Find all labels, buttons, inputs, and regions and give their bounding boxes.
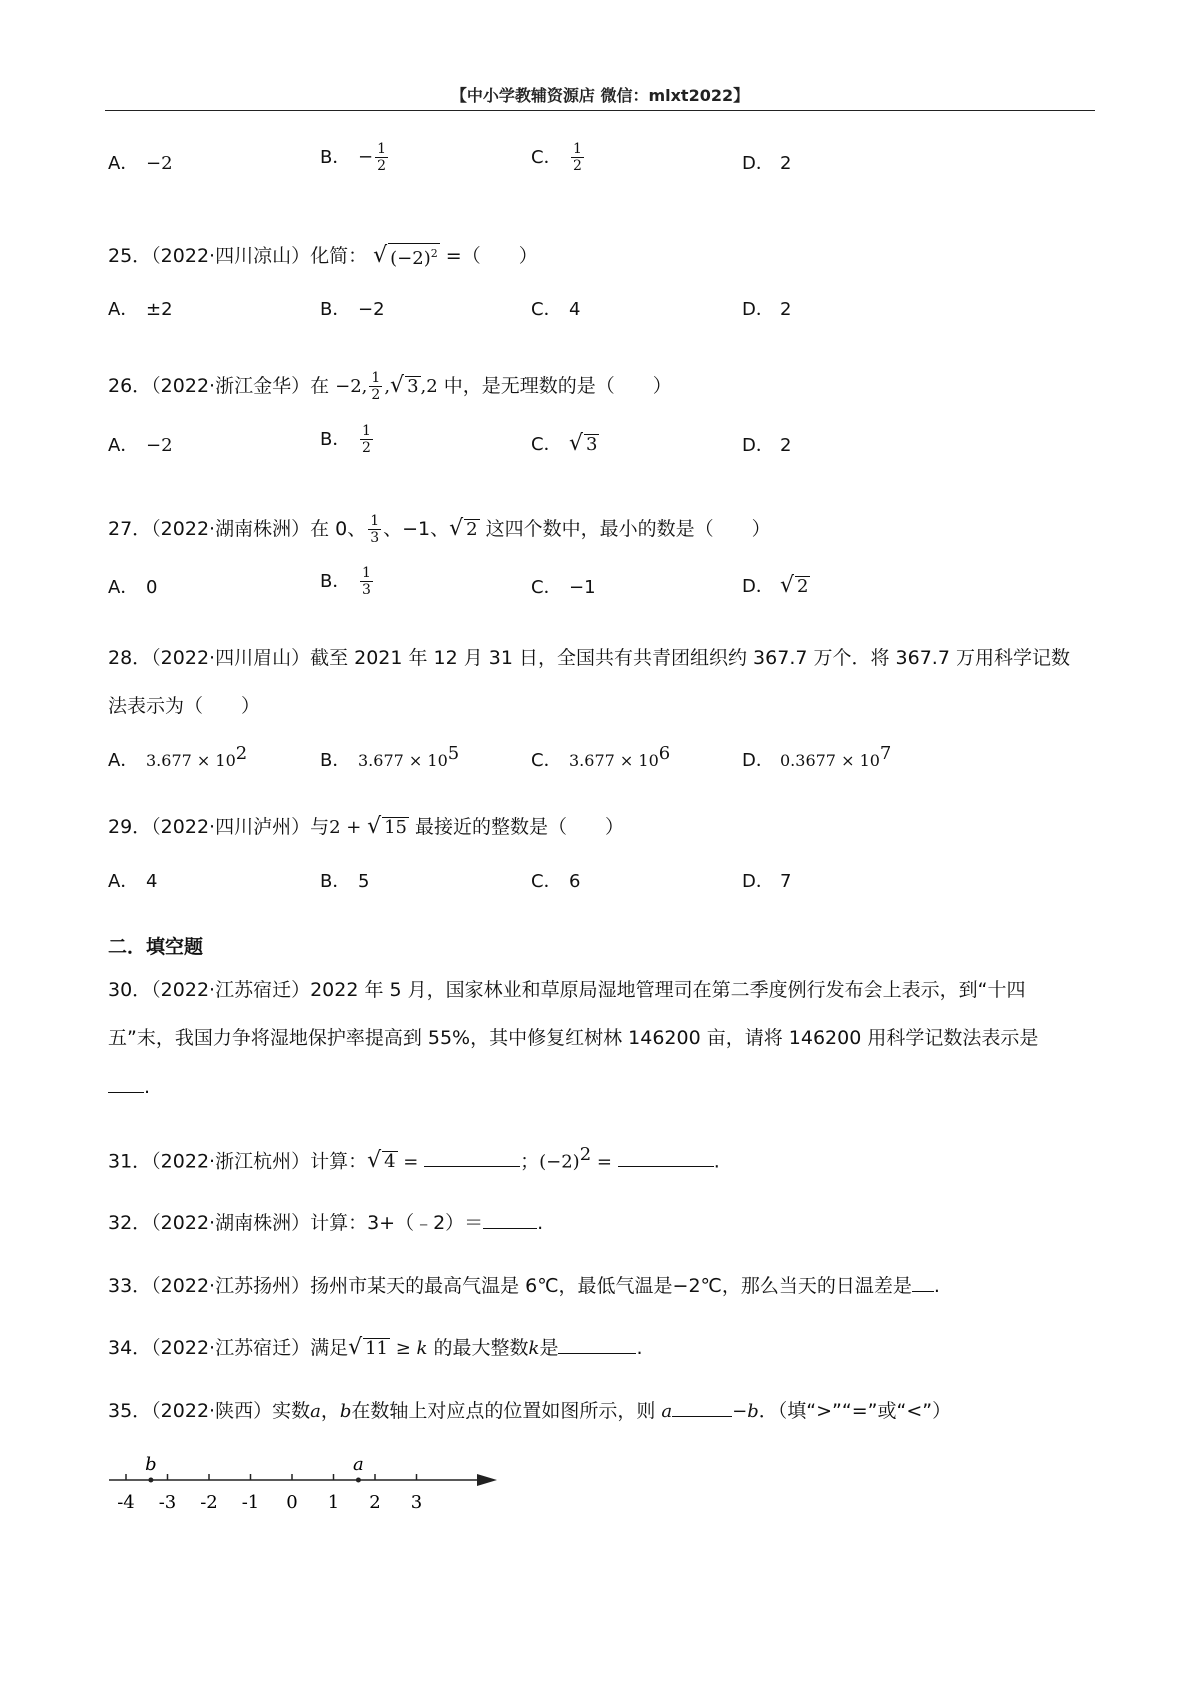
answer-blank[interactable]: [672, 1398, 732, 1417]
q29-option-d: D． 7: [742, 871, 792, 892]
q26-option-c: C． √ 3: [531, 431, 598, 456]
sqrt-expression: √ 11: [348, 1335, 389, 1360]
answer-blank[interactable]: [558, 1335, 636, 1354]
question-35: 35．（2022·陕西）实数a，b在数轴上对应点的位置如图所示，则 a −b．（填“>”“=”或“<”）: [108, 1400, 952, 1422]
sqrt-expression: √ 3: [390, 373, 419, 398]
fraction: $\frac{1}{2}$: [371, 370, 381, 403]
q24-option-d: D． 2: [742, 153, 792, 174]
question-34: 34．（2022·江苏宿迁）满足 √ 11 ≥ k 的最大整数k是 .: [108, 1335, 643, 1360]
answer-blank[interactable]: [424, 1148, 520, 1167]
q28-option-c: C． $3.677 \times 10^6$: [531, 743, 671, 771]
number-line-tick-label: 3: [410, 1492, 423, 1513]
point-b-label: b: [145, 1454, 157, 1475]
fraction: $\frac{1}{2}$: [377, 141, 387, 174]
answer-blank[interactable]: [483, 1210, 537, 1229]
q24-option-c: C． $\frac{1}{2}$: [531, 141, 582, 174]
sqrt-expression: √ 4: [367, 1148, 396, 1174]
q26-option-b: B． $\frac{1}{2}$: [320, 423, 371, 456]
number-line-tick-labels: [117, 1492, 422, 1513]
number-line-tick-label: 2: [369, 1492, 381, 1513]
number-line-tick-label: -4: [117, 1492, 135, 1513]
number-line-tick-label: 1: [327, 1492, 340, 1513]
q27-option-c: C． −1: [531, 577, 596, 598]
question-30-line-3: .: [108, 1074, 150, 1099]
sqrt-expression: √ 2: [449, 516, 478, 541]
point-a-label: a: [353, 1454, 364, 1475]
section-title-fill-in: 二．填空题: [108, 936, 204, 958]
q26-option-d: D． 2: [742, 435, 792, 456]
q26-option-a: A． −2: [108, 435, 173, 456]
q28-option-a: A． $3.677 \times 10^2$: [108, 743, 248, 771]
sqrt-expression: √ 3: [569, 431, 598, 456]
question-30-line-2: 五”末，我国力争将湿地保护率提高到 55%，其中修复红树林 146200 亩，请将 146200 用科学记数法表示是: [108, 1027, 1039, 1049]
question-27: 27．（2022·湖南株洲）在 0、 $\frac{1}{3}$ 、−1、 √ 2 这四个数中，最小的数是（ ）: [108, 513, 771, 546]
fraction: $\frac{1}{2}$: [362, 423, 371, 456]
sqrt-expression: √ 2: [780, 573, 809, 598]
q25-option-c: C． 4: [531, 299, 581, 320]
point-b-marker: [148, 1478, 153, 1483]
number-line-arrow: [477, 1474, 497, 1486]
question-29: 29．（2022·四川泸州）与2 + √ 15 最接近的整数是（ ）: [108, 814, 625, 839]
number-line-ticks: [126, 1474, 417, 1480]
q27-option-d: D． √ 2: [742, 573, 809, 598]
q25-option-a: A． ±2: [108, 299, 173, 320]
question-25: 25．（2022·四川凉山）化简： √ $(-2)^2$ =（ ）: [108, 243, 538, 269]
question-31: 31．（2022·浙江杭州）计算： √ 4 = ；$(-2)^2$ = .: [108, 1144, 720, 1174]
question-33: 33．（2022·江苏扬州）扬州市某天的最高气温是 6℃，最低气温是−2℃，那么当天的日温差是 .: [108, 1275, 940, 1297]
q25-option-b: B． −2: [320, 299, 385, 320]
q29-option-b: B． 5: [320, 871, 370, 892]
q25-option-d: D． 2: [742, 299, 792, 320]
answer-blank[interactable]: [108, 1074, 144, 1093]
sqrt-expression: √ $(-2)^2$: [373, 243, 438, 269]
question-28-line-1: 28．（2022·四川眉山）截至 2021 年 12 月 31 日，全国共有共青团组织约 367.7 万个．将 367.7 万用科学记数: [108, 647, 1070, 669]
question-32: 32．（2022·湖南株洲）计算：3+（﹣2）＝ .: [108, 1212, 544, 1234]
header-divider: [105, 110, 1095, 111]
answer-blank[interactable]: [912, 1273, 934, 1292]
fraction: $\frac{1}{2}$: [573, 141, 582, 174]
sqrt-expression: √ 15: [367, 814, 407, 839]
q24-option-a: A． −2: [108, 153, 173, 174]
q28-option-d: D． $0.3677 \times 10^7$: [742, 743, 892, 771]
number-line-tick-label: -3: [158, 1492, 177, 1513]
question-26: 26．（2022·浙江金华）在 −2, $\frac{1}{2}$ , √ 3 ,2 中，是无理数的是（ ）: [108, 370, 672, 403]
question-28-line-2: 法表示为（ ）: [108, 695, 261, 717]
number-line: [105, 1450, 505, 1520]
number-line-tick-label: -2: [200, 1492, 218, 1513]
fraction: $\frac{1}{3}$: [370, 513, 380, 546]
number-line-tick-label: -1: [241, 1492, 260, 1513]
page-header: 【中小学教辅资源店 微信：mlxt2022】: [450, 86, 750, 105]
q27-option-b: B． $\frac{1}{3}$: [320, 565, 371, 598]
q28-option-b: B． $3.677 \times 10^5$: [320, 743, 460, 771]
answer-blank[interactable]: [618, 1148, 714, 1167]
q27-option-a: A． 0: [108, 577, 158, 598]
fraction: $\frac{1}{3}$: [362, 565, 371, 598]
point-a-marker: [356, 1478, 361, 1483]
number-line-tick-label: 0: [286, 1492, 298, 1513]
question-30-line-1: 30．（2022·江苏宿迁）2022 年 5 月，国家林业和草原局湿地管理司在第二季度例行发布会上表示，到“十四: [108, 979, 1026, 1001]
q29-option-a: A． 4: [108, 871, 158, 892]
q24-option-b: B． − $\frac{1}{2}$: [320, 141, 387, 174]
q29-option-c: C． 6: [531, 871, 581, 892]
